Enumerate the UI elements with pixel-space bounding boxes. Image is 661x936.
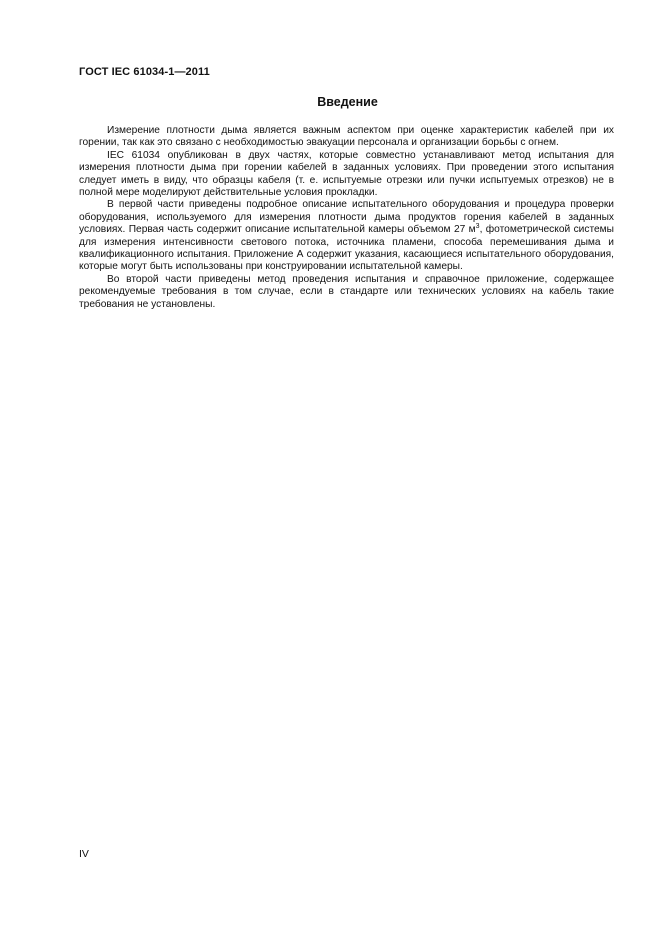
page-number: IV — [79, 848, 89, 860]
paragraph-3-text-after: , фотометрической системы для измерения интенсивности светового потока, источника пламени, способа перемешивания дыма и квалификационного испытания. Приложение А содержит указания, касающиеся испытательного оборудования, которые могут быть использованы при конструировании испытательной камеры. — [79, 224, 614, 273]
paragraph-2: IEC 61034 опубликован в двух частях, которые совместно устанавливают метод испытания для измерения плотности дыма при горении кабелей в заданных условиях. При проведении этого испытания следует иметь в виду, что образцы кабеля (т. е. испытуемые отрезки или пучки испытуемых отрезков) не в полной мере моделируют действительные условия прокладки. — [79, 149, 614, 199]
section-title: Введение — [317, 95, 378, 109]
document-header: ГОСТ IEC 61034-1—2011 — [79, 66, 210, 78]
paragraph-1: Измерение плотности дыма является важным аспектом при оценке характеристик кабелей при их горении, так как это связано с необходимостью эвакуации персонала и организации борьбы с огнем. — [79, 125, 614, 149]
paragraph-4: Во второй части приведены метод проведения испытания и справочное приложение, содержащее рекомендуемые требования в том случае, если в стандарте или технических условиях на кабель такие требования не установлены. — [79, 273, 614, 310]
paragraph-3-text-before: В первой части приведены подробное описание испытательного оборудования и процедура проверки оборудования, используемого для измерения плотности дыма продуктов горения кабелей в заданных условиях. Первая часть содержит описание испытательной камеры объемом 27 м — [79, 199, 614, 236]
superscript-cubic: 3 — [475, 223, 480, 231]
document-body — [79, 125, 614, 311]
paragraph-3 — [79, 199, 614, 273]
